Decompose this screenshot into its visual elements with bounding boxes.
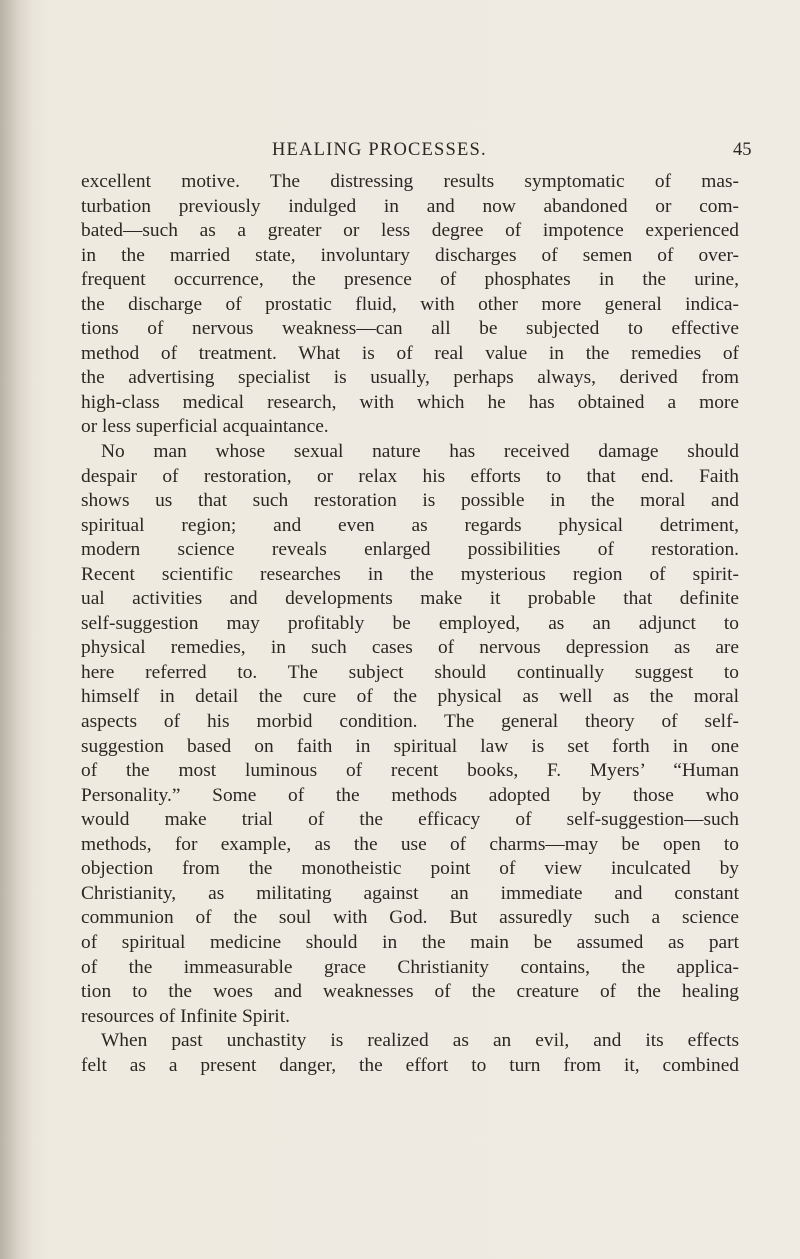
text-line: tions of nervous weakness—can all be subjected to effective xyxy=(81,318,739,340)
text-line: Christianity, as militating against an immediate and constant xyxy=(81,882,739,904)
text-line: objection from the monotheistic point of view inculcated by xyxy=(81,858,739,880)
text-line: the advertising specialist is usually, perhaps always, derived from xyxy=(81,367,739,389)
running-title: HEALING PROCESSES. xyxy=(272,140,487,160)
text-line: spiritual region; and even as regards physical detriment, xyxy=(81,514,739,536)
text-line: of the immeasurable grace Christianity contains, the applica- xyxy=(81,956,739,978)
text-line: communion of the soul with God. But assuredly such a science xyxy=(81,907,739,929)
text-line: self-suggestion may profitably be employed, as an adjunct to xyxy=(81,612,739,634)
text-line: here referred to. The subject should continually suggest to xyxy=(81,661,739,683)
text-line: No man whose sexual nature has received damage should xyxy=(101,441,739,463)
text-line: shows us that such restoration is possible in the moral and xyxy=(81,490,739,512)
text-line: tion to the woes and weaknesses of the creature of the healing xyxy=(81,981,739,1003)
text-line: turbation previously indulged in and now abandoned or com- xyxy=(81,195,739,217)
text-line: himself in detail the cure of the physical as well as the moral xyxy=(81,686,739,708)
running-head xyxy=(0,138,800,162)
text-line: excellent motive. The distressing results symptomatic of mas- xyxy=(81,171,739,192)
text-line: suggestion based on faith in spiritual law is set forth in one xyxy=(81,735,739,757)
text-line: despair of restoration, or relax his efforts to that end. Faith xyxy=(81,465,739,487)
binding-shadow xyxy=(0,0,34,1259)
text-line: Personality.” Some of the methods adopted by those who xyxy=(81,784,739,806)
text-line: felt as a present danger, the effort to turn from it, combined xyxy=(81,1054,739,1076)
text-line: aspects of his morbid condition. The general theory of self- xyxy=(81,711,739,733)
text-line: When past unchastity is realized as an evil, and its effects xyxy=(101,1030,739,1052)
text-line: in the married state, involuntary discharges of semen of over- xyxy=(81,244,739,266)
text-line: or less superficial acquaintance. xyxy=(81,416,329,438)
text-line: method of treatment. What is of real value in the remedies of xyxy=(81,342,739,364)
text-line: of the most luminous of recent books, F. Myers’ “Human xyxy=(81,760,739,782)
text-line: the discharge of prostatic fluid, with other more general indica- xyxy=(81,293,739,315)
text-line: resources of Infinite Spirit. xyxy=(81,1005,290,1027)
text-line: bated—such as a greater or less degree of impotence experienced xyxy=(81,220,739,242)
text-line: physical remedies, in such cases of nervous depression as are xyxy=(81,637,739,659)
text-line: of spiritual medicine should in the main be assumed as part xyxy=(81,931,739,953)
text-line: methods, for example, as the use of charms—may be open to xyxy=(81,833,739,855)
text-line: would make trial of the efficacy of self-suggestion—such xyxy=(81,809,739,831)
page-number: 45 xyxy=(733,140,752,160)
text-line: ual activities and developments make it probable that definite xyxy=(81,588,739,610)
text-line: high-class medical research, with which he has obtained a more xyxy=(81,391,739,413)
body-text xyxy=(81,170,739,1078)
text-line: Recent scientific researches in the mysterious region of spirit- xyxy=(81,563,739,585)
text-line: frequent occurrence, the presence of phosphates in the urine, xyxy=(81,269,739,291)
text-line: modern science reveals enlarged possibilities of restoration. xyxy=(81,539,739,561)
